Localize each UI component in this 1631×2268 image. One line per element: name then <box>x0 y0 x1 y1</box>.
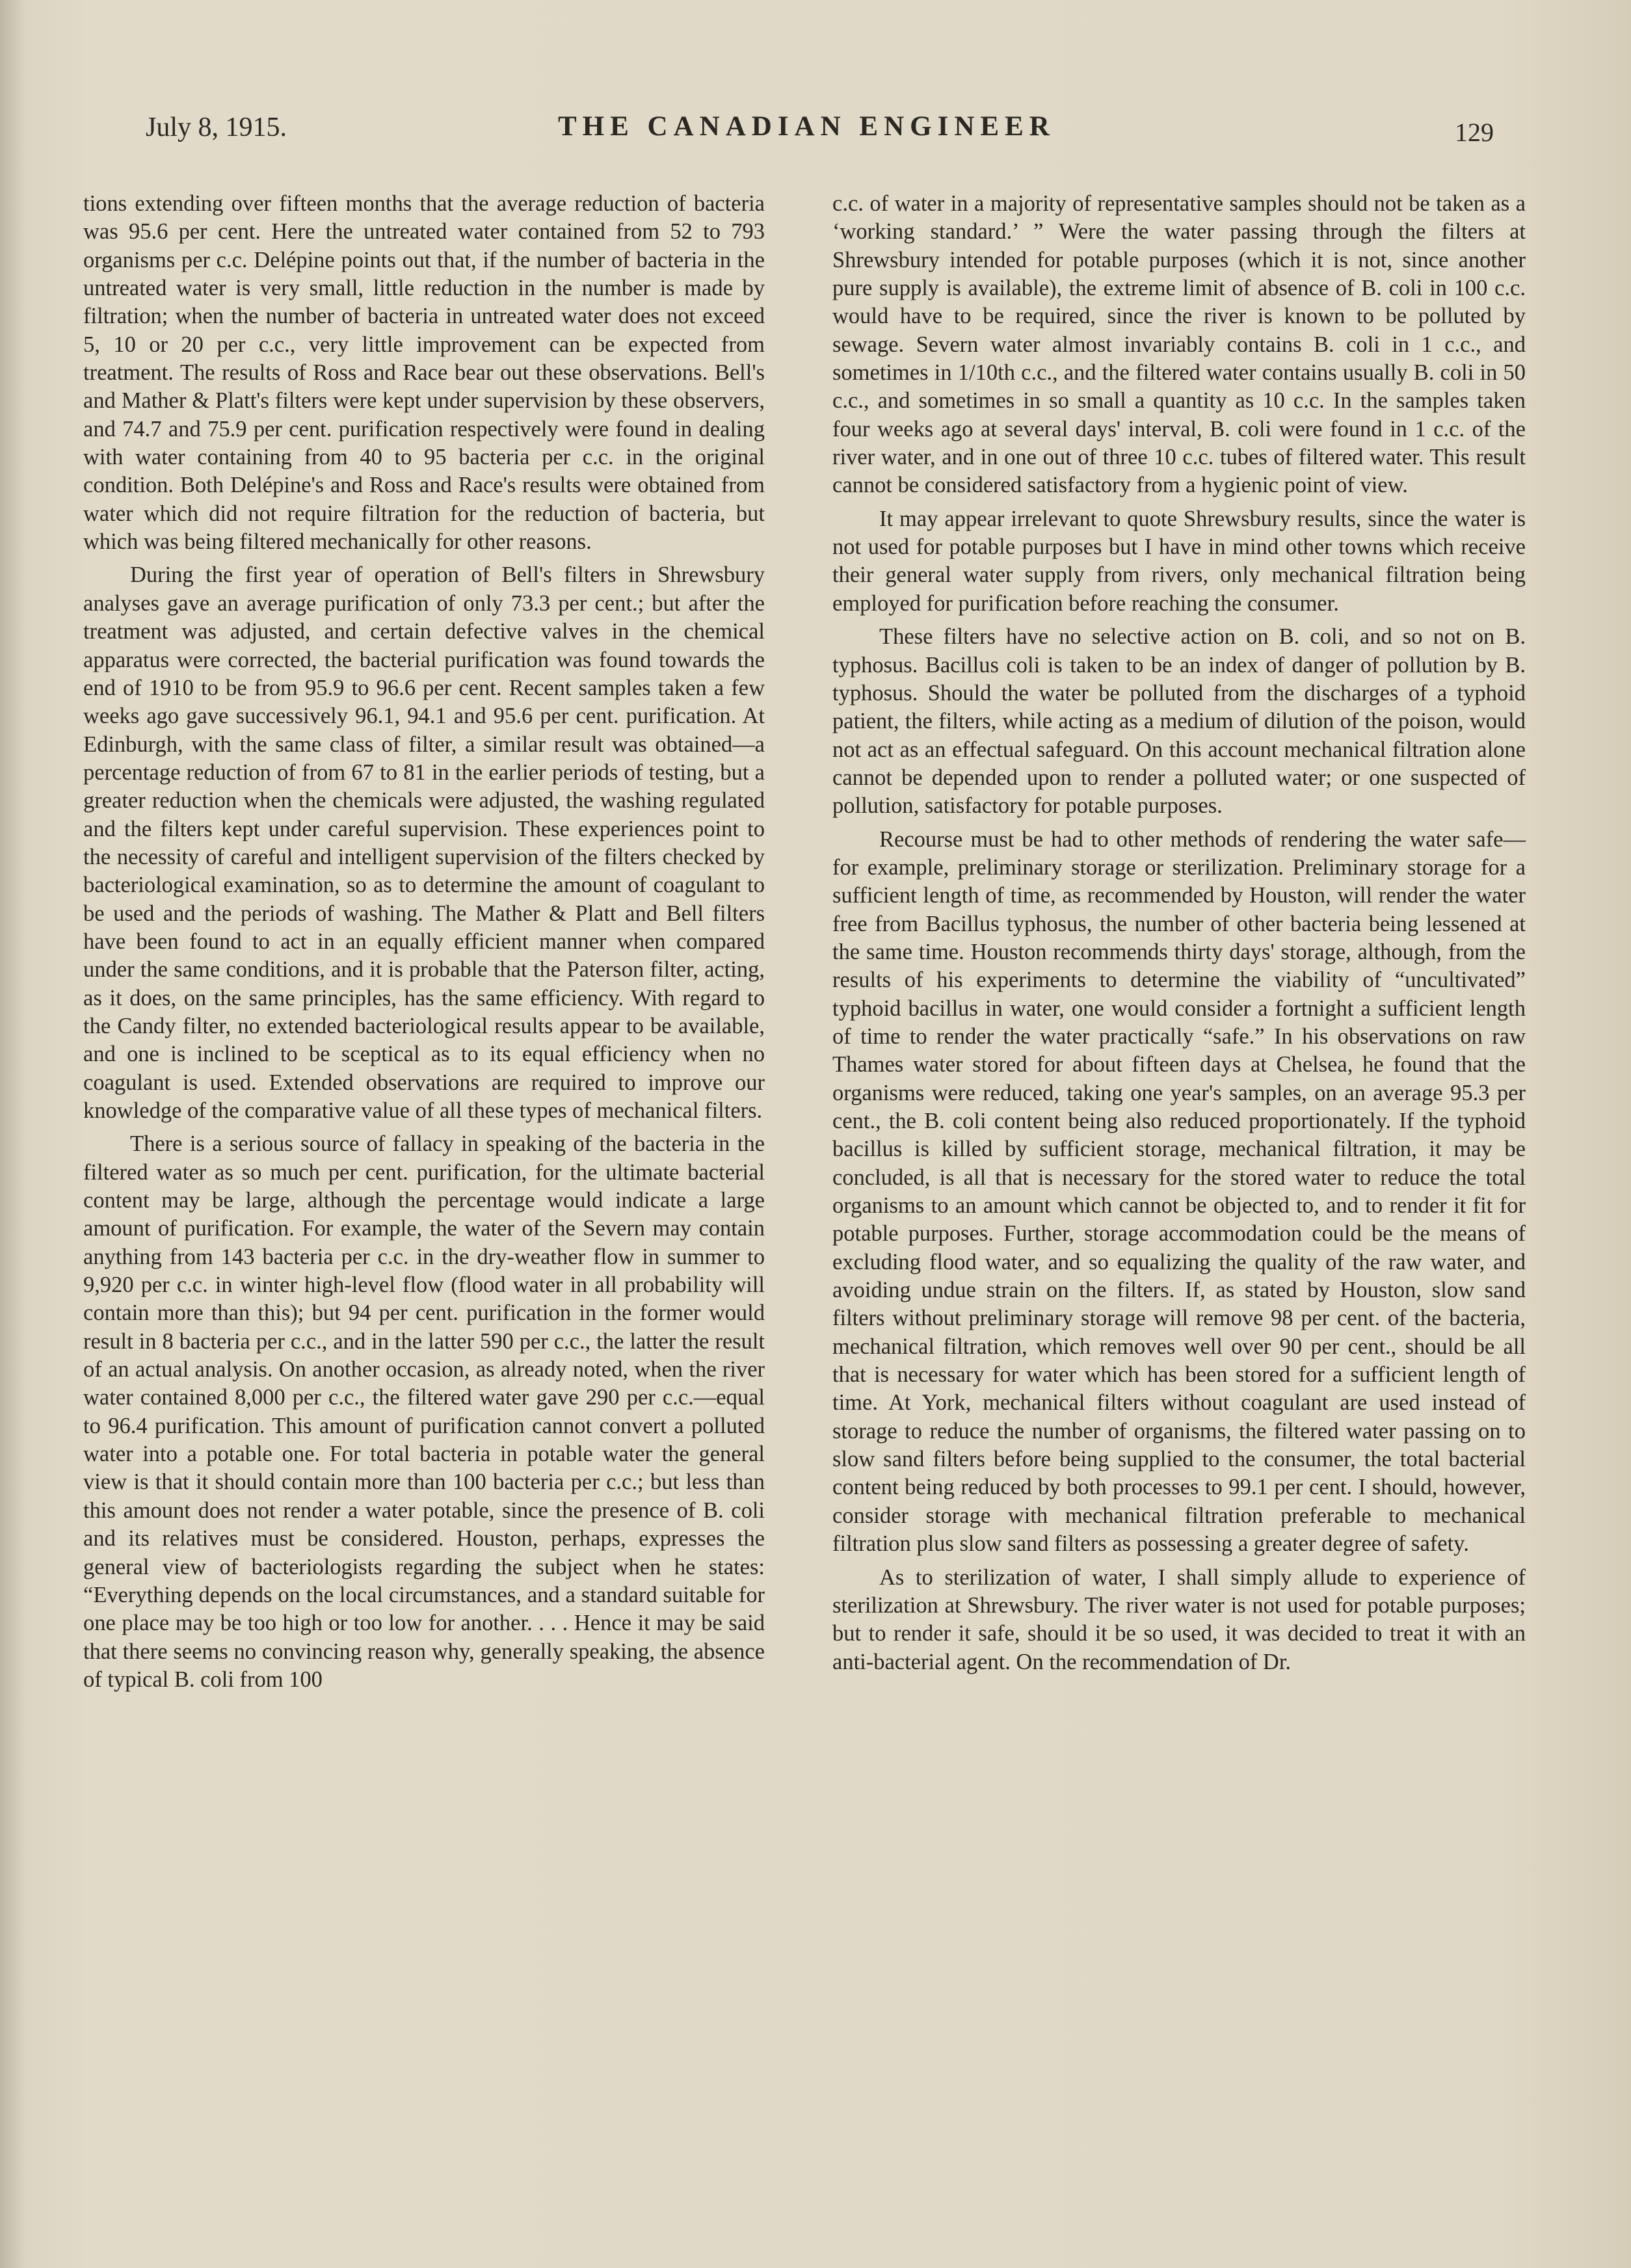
paragraph: There is a serious source of fallacy in speaking of the bacteria in the filtered water as so much per cent. purification, for the ultimate bacterial content may be large, although the percentage would indicate a large amount of purification. For example, the water of the Severn may contain anything from 143 bacteria per c.c. in the dry-weather flow in summer to 9,920 per c.c. in winter high-level flow (flood water in all probability will contain more than this); but 94 per cent. purification in the former would result in 8 bacteria per c.c., and in the latter 590 per c.c., the latter the result of an actual analysis. On another occasion, as already noted, when the river water contained 8,000 per c.c., the filtered water gave 290 per c.c.—equal to 96.4 purification. This amount of purification cannot convert a polluted water into a potable one. For total bacteria in potable water the general view is that it should contain more than 100 bacteria per c.c.; but less than this amount does not render a water potable, since the presence of B. coli and its relatives must be considered. Houston, perhaps, expresses the general view of bacteriologists regarding the subject when he states: “Everything depends on the local circumstances, and a standard suitable for one place may be too high or too low for another. . . . Hence it may be said that there seems no convincing reason why, generally speaking, the absence of typical B. coli from 100 <box>83 1131 765 1692</box>
paragraph: These filters have no selective action on B. coli, and so not on B. typhosus. Bacillus coli is taken to be an index of danger of pollution by B. typhosus. Should the water be polluted from the discharges of a typhoid patient, the filters, while acting as a medium of dilution of the poison, would not act as an effectual safeguard. On this account mechanical filtration alone cannot be depended upon to render a polluted water; or one suspected of pollution, satisfactory for potable purposes. <box>832 624 1526 819</box>
paragraph: tions extending over fifteen months that the average reduction of bacteria was 95.6 per cent. Here the untreated water contained from 52 to 793 organisms per c.c. Delépine points out that, if the number of bacteria in the untreated water is very small, little reduction in the number is made by filtration; when the number of bacteria in untreated water does not exceed 5, 10 or 20 per c.c., very little improvement can be expected from treatment. The results of Ross and Race bear out these observations. Bell's and Mather & Platt's filters were kept under supervision by these observers, and 74.7 and 75.9 per cent. purification respectively were found in dealing with water containing from 40 to 95 bacteria per c.c. in the original condition. Both Delépine's and Ross and Race's results were obtained from water which did not require filtration for the reduction of bacteria, but which was being filtered mechanically for other reasons. <box>83 191 765 555</box>
journal-title: THE CANADIAN ENGINEER <box>558 111 1055 142</box>
paragraph: It may appear irrelevant to quote Shrewsbury results, since the water is not used for potable purposes but I have in mind other towns which receive their general water supply from rivers, only mechanical filtration being employed for purification before reaching the consumer. <box>832 506 1526 616</box>
left-column <box>83 190 765 1694</box>
page-number: 129 <box>1455 118 1494 147</box>
paragraph: c.c. of water in a majority of representative samples should not be taken as a ‘working standard.’ ” Were the water passing through the filters at Shrewsbury intended for potable purposes (which it is not, since another pure supply is available), the extreme limit of absence of B. coli in 100 c.c. would have to be required, since the river is known to be polluted by sewage. Severn water almost invariably contains B. coli in 1 c.c., and sometimes in 1/10th c.c., and the filtered water contains usually B. coli in 50 c.c., and sometimes in so small a quantity as 10 c.c. In the samples taken four weeks ago at several days' interval, B. coli were found in 1 c.c. of the river water, and in one out of three 10 c.c. tubes of filtered water. This result cannot be considered satisfactory from a hygienic point of view. <box>832 191 1526 498</box>
paragraph: Recourse must be had to other methods of rendering the water safe—for example, preliminary storage or sterilization. Preliminary storage for a sufficient length of time, as recommended by Houston, will render the water free from Bacillus typhosus, the number of other bacteria being lessened at the same time. Houston recommends thirty days' storage, although, from the results of his experiments to determine the viability of “uncultivated” typhoid bacillus in water, one would consider a fortnight a sufficient length of time to render the water practically “safe.” In his observations on raw Thames water stored for about fifteen days at Chelsea, he found that the organisms were reduced, taking one year's samples, on an average 95.3 per cent., the B. coli content being also reduced proportionately. If the typhoid bacillus is killed by sufficient storage, mechanical filtration, it may be concluded, is all that is necessary for the stored water to reduce the total organisms to an amount which cannot be objected to, and to render it fit for potable purposes. Further, storage accommodation could be the means of excluding flood water, and so equalizing the quality of the raw water, and avoiding undue strain on the filters. If, as stated by Houston, slow sand filters without preliminary storage will remove 98 per cent. of the bacteria, mechanical filtration, which removes well over 90 per cent., should be all that is necessary for water which has been stored for a sufficient length of time. At York, mechanical filters without coagulant are used instead of storage to reduce the number of organisms, the filtered water passing on to slow sand filters before being supplied to the consumer, the total bacterial content being reduced by both processes to 99.1 per cent. I should, however, consider storage with mechanical filtration preferable to mechanical filtration plus slow sand filters as possessing a greater degree of safety. <box>832 826 1526 1557</box>
page-header <box>0 109 1631 155</box>
right-column <box>832 190 1526 1676</box>
issue-date: July 8, 1915. <box>146 112 287 142</box>
paragraph: As to sterilization of water, I shall simply allude to experience of sterilization at Shrewsbury. The river water is not used for potable purposes; but to render it safe, should it be so used, it was decided to treat it with an anti-bacterial agent. On the recommendation of Dr. <box>832 1564 1526 1674</box>
paragraph: During the first year of operation of Bell's filters in Shrewsbury analyses gave an average purification of only 73.3 per cent.; but after the treatment was adjusted, and certain defective valves in the chemical apparatus were corrected, the bacterial purification was found towards the end of 1910 to be from 95.9 to 96.6 per cent. Recent samples taken a few weeks ago gave successively 96.1, 94.1 and 95.6 per cent. purification. At Edinburgh, with the same class of filter, a similar result was obtained—a percentage reduction of from 67 to 81 in the earlier periods of testing, but a greater reduction when the chemicals were adjusted, the washing regulated and the filters kept under careful supervision. These experiences point to the necessity of careful and intelligent supervision of the filters checked by bacteriological examination, so as to determine the amount of coagulant to be used and the periods of washing. The Mather & Platt and Bell filters have been found to act in an equally efficient manner when compared under the same conditions, and it is probable that the Paterson filter, acting, as it does, on the same principles, has the same efficiency. With regard to the Candy filter, no extended bacteriological results appear to be available, and one is inclined to be sceptical as to its equal efficiency when no coagulant is used. Extended observations are required to improve our knowledge of the comparative value of all these types of mechanical filters. <box>83 562 765 1123</box>
